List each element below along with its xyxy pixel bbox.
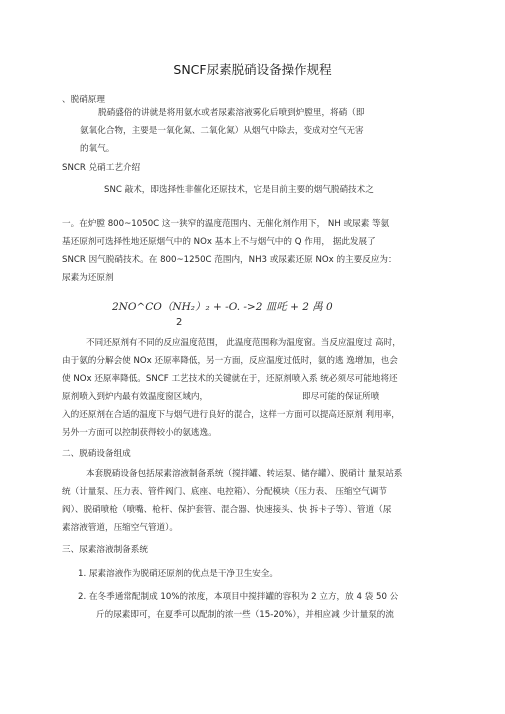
paragraph-line: 基还原剂可选择性地还原烟气中的 NOx 基本上不与烟气中的 Q 作用， 据此发展了 [62, 237, 376, 247]
list-item-continuation: 斤的尿素即可，在夏季可以配制的浓一些（15-20%），并相应减 少计量泵的流 [96, 610, 394, 620]
paragraph-line: 即尽可能的保证所喷 [302, 392, 380, 402]
reaction-formula: 2NO^CO（NH₂）₂ + -O. ->2 皿吒 + 2 禺 0 [112, 301, 333, 313]
paragraph-line: 另外一方面可以控制获得较小的氨逃逸。 [62, 428, 217, 438]
paragraph-line: 尿素为还原剂 [62, 273, 114, 283]
paragraph-line: 原剂喷入到炉内最有效温度窗区域内， [62, 392, 209, 402]
paragraph-line: 氨氧化合物，主要是一氧化氮、二氧化氮）从烟气中除去，变成对空气无害 [80, 126, 364, 136]
section-heading: 三、尿素溶液制备系统 [62, 545, 148, 555]
paragraph-line: 脱硝盛俗的讲就是将用氨水或者尿素溶液雾化后喷到炉膛里，将硝（即 [98, 108, 365, 118]
section-heading: 二、脱硝设备组成 [62, 449, 131, 459]
list-item: 1. 尿素溶液作为脱硝还原剂的优点是干净卫生安全。 [78, 569, 278, 579]
paragraph-line: 不同还原剂有不同的反应温度范围， 此温度范围称为温度窗。当反应温度过 高时， [86, 338, 401, 348]
formula-subscript: 2 [176, 317, 183, 328]
section-heading: SNCR 兑硝工艺介绍 [62, 163, 141, 173]
list-item: 2. 在冬季通常配制成 10%的浓度，本项目中搅拌罐的容积为 2 立方，放 4 袋 50 公 [78, 592, 399, 602]
paragraph-line: SNC 敲术，即选择性非催化还原技术，它是目前主要的烟气脱硝技术之 [104, 185, 374, 195]
paragraph-line: 本套脱硝设备包括尿素溶液制备系统（搅拌罐、转运泵、储存罐）、脱硝计 量泵站系 [86, 469, 403, 479]
paragraph-line: 素溶液管道，压缩空气管道）。 [62, 523, 179, 533]
paragraph-line: 入的还原剂在合适的温度下与烟气进行良好的混合，这样一方面可以提高还原剂 利用率， [62, 410, 400, 420]
paragraph-line: SNCR 因气脱硝技术。在 800~1250C 范围内，NH3 或尿素还原 NOx 的主要反应为： [62, 255, 397, 265]
section-heading: 、脱硝原理 [62, 95, 105, 105]
page-title: SNCF尿素脱硝设备操作规程 [173, 62, 332, 77]
paragraph-line: 的氧气。 [80, 144, 115, 154]
paragraph-line: 由于氨的分解会使 NOx 还原率降低，另一方面，反应温度过低时，氨的逃 逸增加，也会 [62, 356, 398, 366]
paragraph-line: 统（计量泵、压力表、管件阀门、底座、电控箱）、分配模块（压力表、 压缩空气调节 [62, 487, 387, 497]
paragraph-line: 阀）、脱硝喷枪（喷嘴、枪杆、保护套管、混合器、快速接头、快 拆卡子等）、管道（尿 [62, 505, 392, 515]
paragraph-line: 使 NOx 还原率降低。SNCF 工艺技术的关键就在于，还原剂喷入系 统必须尽可能地将还 [62, 374, 398, 384]
paragraph-line: 一。在炉膛 800~1050C 这一狭窄的温度范围内、无催化剂作用下， NH 或尿素 等氨 [62, 219, 390, 229]
